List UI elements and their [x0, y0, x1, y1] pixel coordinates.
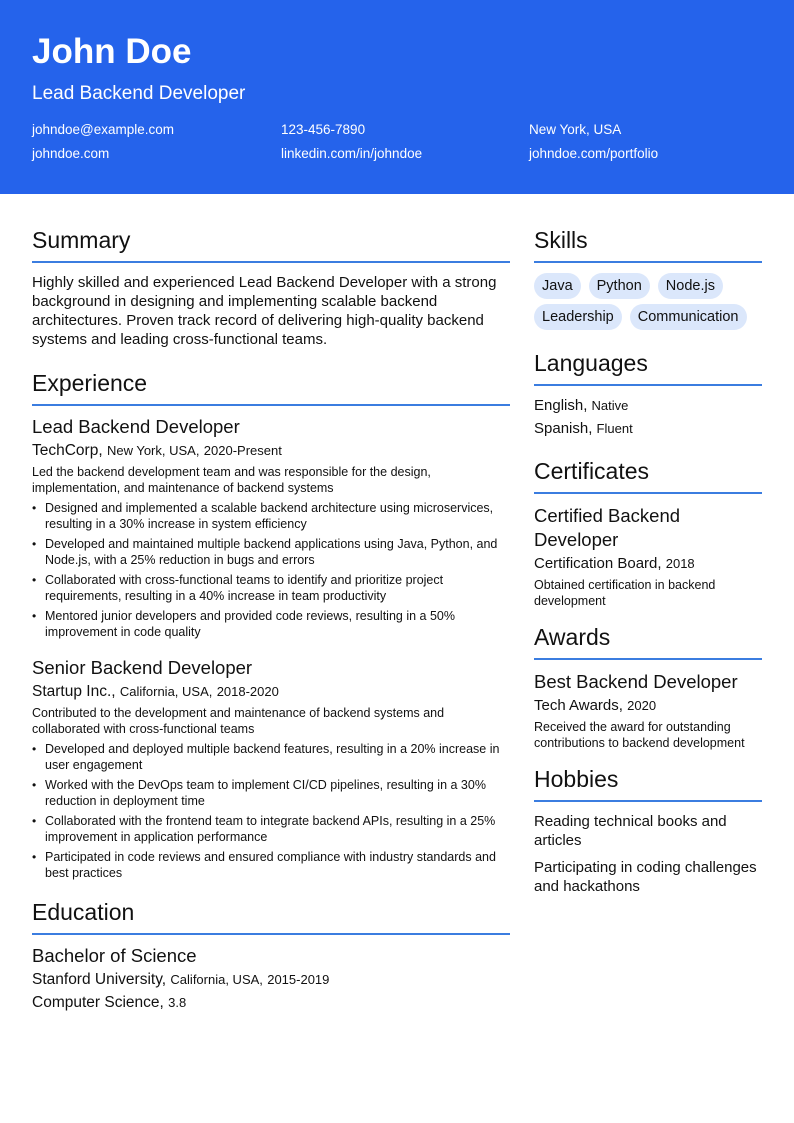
languages-section — [534, 349, 762, 439]
language-level: Native — [591, 398, 629, 413]
job-location: California, USA, — [119, 684, 213, 699]
certificate-year: 2018 — [665, 556, 695, 571]
skill-tag: Leadership — [534, 304, 622, 330]
job-bullet: • Mentored junior developers and provided code reviews, resulting in a 50% improvement in code quality — [32, 608, 510, 640]
main-column — [32, 226, 510, 1016]
contact-location: New York, USA — [529, 122, 622, 137]
job-description: Led the backend development team and was responsible for the design, implementation, and maintenance of backend systems — [32, 465, 431, 495]
awards-heading: Awards — [534, 623, 762, 660]
job-bullet: • Designed and implemented a scalable backend architecture using microservices, resulting in a 30% increase in system efficiency — [32, 500, 510, 532]
job-meta — [32, 441, 510, 461]
job-bullets — [32, 500, 510, 640]
job-description: Contributed to the development and maintenance of backend systems and collaborated with cross-functional teams — [32, 706, 445, 736]
education-school-line — [32, 970, 510, 990]
experience-heading: Experience — [32, 369, 510, 406]
skill-tag: Node.js — [658, 273, 723, 299]
skills-heading: Skills — [534, 226, 762, 263]
job-bullets — [32, 741, 510, 881]
hobby-item: Participating in coding challenges and hackathons — [534, 859, 757, 895]
hobby-item: Reading technical books and articles — [534, 813, 727, 849]
job-meta — [32, 682, 510, 702]
language-item — [534, 396, 762, 416]
skills-section — [534, 226, 762, 335]
resume-header — [0, 0, 794, 194]
award-issuer: Tech Awards, — [534, 697, 623, 714]
certificate-name: Certified Backend Developer — [534, 505, 681, 550]
languages-list — [534, 396, 762, 439]
education-school: Stanford University, — [32, 971, 167, 988]
education-field-line — [32, 993, 510, 1013]
experience-section — [32, 369, 510, 881]
education-gpa: 3.8 — [168, 995, 187, 1010]
language-item — [534, 419, 762, 439]
job-bullet: • Collaborated with the frontend team to integrate backend APIs, resulting in a 25% improvement in application performance — [32, 813, 510, 845]
summary-section — [32, 226, 510, 349]
languages-heading: Languages — [534, 349, 762, 386]
candidate-name: John Doe — [32, 32, 192, 71]
summary-text: Highly skilled and experienced Lead Backend Developer with a strong background in designing and implementing scalable backend architectures. Proven track record of delivering high-quality backend systems and leading cross-functional teams. — [32, 274, 497, 348]
job-bullet: • Collaborated with cross-functional teams to identify and prioritize project requirements, resulting in a 40% increase in team productivity — [32, 572, 510, 604]
job-company: TechCorp, — [32, 442, 103, 459]
job-entry — [32, 657, 510, 881]
certificate-description: Obtained certification in backend development — [534, 578, 716, 608]
award-meta — [534, 696, 762, 716]
job-entry — [32, 416, 510, 640]
award-description: Received the award for outstanding contributions to backend development — [534, 720, 745, 750]
language-name: Spanish, — [534, 420, 593, 437]
job-title: Lead Backend Developer — [32, 416, 240, 437]
job-bullet: • Developed and deployed multiple backend features, resulting in a 20% increase in user engagement — [32, 741, 510, 773]
education-field: Computer Science, — [32, 994, 164, 1011]
certificates-heading: Certificates — [534, 457, 762, 494]
education-degree: Bachelor of Science — [32, 945, 197, 966]
job-bullet: • Participated in code reviews and ensured compliance with industry standards and best practices — [32, 849, 510, 881]
side-column — [534, 226, 762, 896]
skill-tag: Communication — [630, 304, 747, 330]
candidate-role: Lead Backend Developer — [32, 83, 246, 104]
job-dates: 2020-Present — [203, 443, 282, 458]
skills-list — [534, 273, 762, 335]
contact-website[interactable]: johndoe.com — [32, 146, 110, 161]
job-bullet: • Developed and maintained multiple backend applications using Java, Python, and Node.js, with a 25% reduction in bugs and errors — [32, 536, 510, 568]
summary-heading: Summary — [32, 226, 510, 263]
certificate-meta — [534, 554, 762, 574]
contact-phone[interactable]: 123-456-7890 — [281, 122, 366, 137]
job-dates: 2018-2020 — [216, 684, 279, 699]
job-bullet: • Worked with the DevOps team to implement CI/CD pipelines, resulting in a 30% reduction in deployment time — [32, 777, 510, 809]
hobbies-heading: Hobbies — [534, 765, 762, 802]
contact-linkedin[interactable]: linkedin.com/in/johndoe — [281, 146, 423, 161]
contact-portfolio[interactable]: johndoe.com/portfolio — [529, 146, 659, 161]
award-year: 2020 — [627, 698, 657, 713]
skill-tag: Python — [589, 273, 650, 299]
job-company: Startup Inc., — [32, 683, 116, 700]
education-location: California, USA, — [170, 972, 263, 987]
education-heading: Education — [32, 898, 510, 935]
award-name: Best Backend Developer — [534, 671, 738, 692]
language-level: Fluent — [596, 421, 633, 436]
awards-section — [534, 623, 762, 751]
contact-email[interactable]: johndoe@example.com — [32, 122, 175, 137]
education-dates: 2015-2019 — [267, 972, 330, 987]
education-section — [32, 898, 510, 1013]
language-name: English, — [534, 397, 588, 414]
skill-tag: Java — [534, 273, 581, 299]
certificate-issuer: Certification Board, — [534, 555, 662, 572]
certificates-section — [534, 457, 762, 609]
hobbies-section — [534, 765, 762, 896]
job-location: New York, USA, — [106, 443, 200, 458]
job-title: Senior Backend Developer — [32, 657, 253, 678]
